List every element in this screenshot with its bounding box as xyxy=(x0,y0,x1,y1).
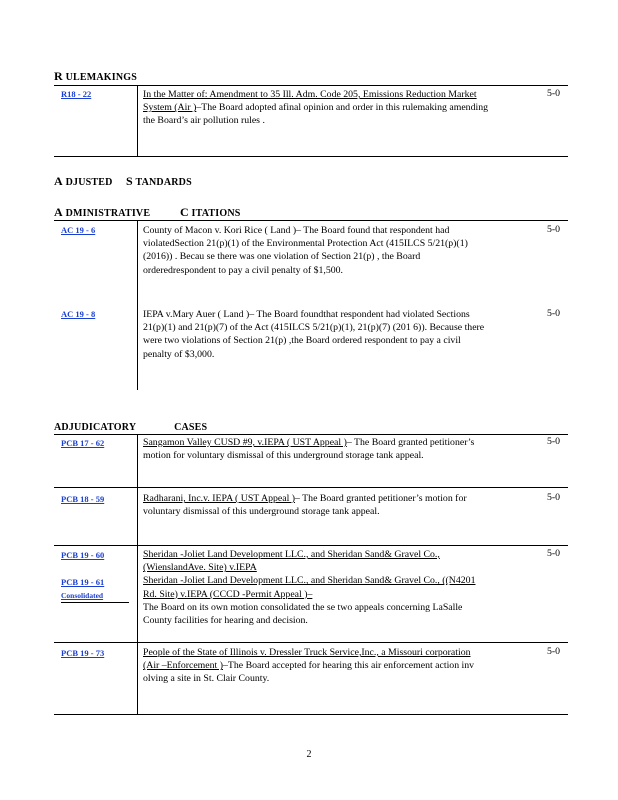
case-title: Sheridan -Joliet Land Development LLC., and Sheridan Sand& Gravel Co., (WienslandAve. Site) v.IEPA xyxy=(143,549,440,574)
section-heading-adjudicatory-cases: ADJUDICATORY CASES xyxy=(54,422,208,433)
vote-count: 5-0 xyxy=(547,308,561,319)
vote-count: 5-0 xyxy=(547,548,561,559)
section-rule xyxy=(54,156,568,157)
case-description: County of Macon v. Kori Rice ( Land )– The Board found that respondent had violatedSection 21(p)(1) of the Environmental Protection Act (415ILCS 5/21(p)(1) (2016)) . Becau se there was one violation of Section 21(p) , the Board orderedrespondent to pay a civil penalty of $1,500. xyxy=(143,225,468,276)
case-number-link[interactable]: PCB 17 - 62 xyxy=(61,438,105,448)
case-number-link[interactable]: AC 19 - 6 xyxy=(61,225,96,235)
case-number-link[interactable]: R18 - 22 xyxy=(61,89,92,99)
case-number-link[interactable]: PCB 19 - 60 xyxy=(61,550,105,560)
case-description: IEPA v.Mary Auer ( Land )– The Board foundthat respondent had violated Sections 21(p)(1) and 21(p)(7) of the Act (415ILCS 5/21(p)(1), 21(p)(7) (201 6)). Because there were two violations of Section 21(p) ,the Board ordered respondent to pay a civil penalty of $3,000. xyxy=(143,309,485,360)
section-rule xyxy=(54,220,568,221)
column-divider xyxy=(137,86,138,156)
row-rule xyxy=(54,642,568,643)
consolidated-link[interactable]: Consolidated xyxy=(61,591,104,600)
vote-count: 5-0 xyxy=(547,646,561,657)
case-title: People of the State of Illinois v. Dressler Truck Service,Inc., a Missouri corporation (Air –Enforcement ) xyxy=(143,647,471,672)
case-description xyxy=(143,436,488,462)
page-number: 2 xyxy=(306,749,312,760)
section-rule xyxy=(54,85,568,86)
section-heading-adjusted-standards: A DJUSTED S TANDARDS xyxy=(54,174,192,188)
case-description xyxy=(143,88,488,128)
section-rule xyxy=(54,434,568,435)
consolidated-underline xyxy=(61,602,129,603)
section-heading-rulemakings: R ULEMAKINGS xyxy=(54,69,138,83)
case-body: – The Board granted petitioner’s motion for voluntary dismissal of this underground storage tank appeal. xyxy=(143,437,475,462)
column-divider xyxy=(137,221,138,390)
case-description xyxy=(143,492,488,518)
case-number-link[interactable]: PCB 18 - 59 xyxy=(61,494,105,504)
row-rule xyxy=(54,487,568,488)
case-body: The Board on its own motion consolidated the se two appeals concerning LaSalle County facilities for hearing and decision. xyxy=(143,601,463,627)
case-number-link[interactable]: PCB 19 - 73 xyxy=(61,648,105,658)
column-divider xyxy=(137,435,138,714)
case-description xyxy=(143,548,488,627)
case-number-link[interactable]: AC 19 - 8 xyxy=(61,309,96,319)
case-title: Radharani, Inc.v. IEPA ( UST Appeal ) xyxy=(143,493,296,504)
vote-count: 5-0 xyxy=(547,224,561,235)
section-heading-administrative-citations: A DMINISTRATIVE C ITATIONS xyxy=(54,205,241,219)
vote-count: 5-0 xyxy=(547,436,561,447)
case-body: –The Board adopted afinal opinion and order in this rulemaking amending the Board’s air pollution rules . xyxy=(143,102,488,127)
case-title: In the Matter of: Amendment to 35 Ill. Adm. Code 205, Emissions Reduction Market System (Air ) xyxy=(143,89,477,114)
case-body: – The Board granted petitioner’s motion for voluntary dismissal of this underground storage tank appeal. xyxy=(143,493,467,518)
vote-count: 5-0 xyxy=(547,492,561,503)
section-rule xyxy=(54,714,568,715)
case-description xyxy=(143,646,488,686)
case-title: Sangamon Valley CUSD #9, v.IEPA ( UST Appeal ) xyxy=(143,437,347,448)
vote-count: 5-0 xyxy=(547,88,561,99)
case-body: –The Board accepted for hearing this air enforcement action inv olving a site in St. Clair County. xyxy=(143,660,475,685)
case-number-link[interactable]: PCB 19 - 61 xyxy=(61,577,105,587)
case-title: Sheridan -Joliet Land Development LLC., and Sheridan Sand& Gravel Co., ((N4201 Rd. Site) v.IEPA (CCCD -Permit Appeal )– xyxy=(143,575,476,600)
row-rule xyxy=(54,545,568,546)
